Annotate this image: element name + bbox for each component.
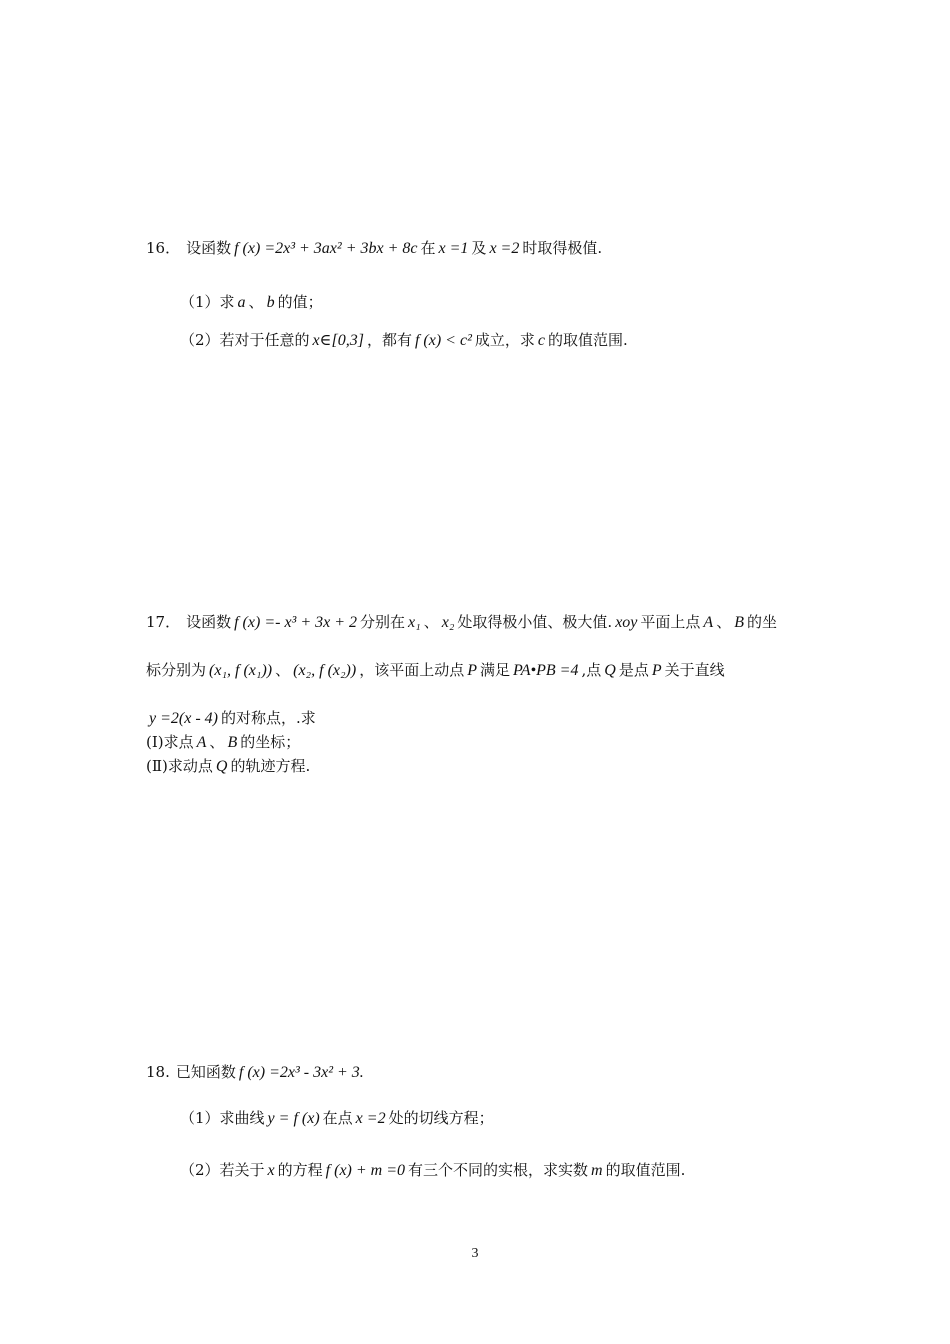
math-expression: x =2	[489, 240, 520, 257]
problem-17-part-2	[146, 756, 310, 777]
problem-number: 18.	[146, 1063, 170, 1081]
text-segment: 成立，求	[474, 331, 535, 349]
text-segment: 在点	[322, 1109, 353, 1127]
problem-16-part-2	[180, 330, 628, 351]
text-segment: 、	[275, 661, 291, 679]
math-expression: x₂	[441, 614, 455, 631]
math-expression: f (x) =- x³ + 3x + 2	[234, 614, 358, 631]
text-segment: 是点	[618, 661, 649, 679]
math-expression: B	[227, 734, 238, 751]
math-expression: f (x) + m =0	[325, 1162, 406, 1179]
math-expression: y =2(x - 4)	[149, 710, 218, 727]
math-expression: PA•PB =4	[513, 662, 579, 679]
math-expression: (x₂, f (x₂))	[293, 662, 357, 679]
problem-16-stem	[146, 238, 602, 259]
text-segment: 关于直线	[664, 661, 725, 679]
text-segment: 的对称点，.求	[220, 709, 316, 727]
text-segment: 的坐	[746, 613, 777, 631]
math-expression: x =1	[438, 240, 469, 257]
text-segment: ，都有	[366, 331, 412, 349]
text-segment: 的方程	[277, 1161, 323, 1179]
math-expression: A	[196, 734, 207, 751]
problem-17-stem-line-1	[146, 612, 777, 633]
math-expression: Q	[215, 758, 228, 775]
text-segment: (Ⅱ)求动点	[146, 757, 213, 775]
math-expression: Q	[604, 662, 616, 679]
text-segment: 有三个不同的实根，求实数	[408, 1161, 589, 1179]
math-expression: P	[467, 662, 478, 679]
math-expression: x₁	[408, 614, 421, 631]
problem-17-stem-line-3	[146, 708, 316, 729]
text-segment: 满足	[480, 661, 511, 679]
problem-17-part-1	[146, 732, 300, 753]
math-expression: A	[703, 614, 714, 631]
text-segment: ，该平面上动点	[359, 661, 465, 679]
text-segment: 标分别为	[146, 661, 207, 679]
math-expression: c	[537, 332, 545, 349]
text-segment: ,点	[581, 661, 602, 679]
math-expression: B	[734, 614, 744, 631]
text-segment: 的取值范围.	[605, 1161, 686, 1179]
math-expression: x∈[0,3]	[312, 332, 364, 349]
text-segment: 的坐标；	[240, 733, 301, 751]
text-segment: 、	[423, 613, 439, 631]
math-expression: (x₁, f (x₁))	[209, 662, 273, 679]
text-segment: 的取值范围.	[548, 331, 628, 349]
problem-18-stem	[146, 1062, 367, 1083]
math-expression: f (x) =2x³ - 3x² + 3.	[238, 1064, 364, 1081]
math-expression: y = f (x)	[267, 1110, 320, 1127]
text-segment: 在	[420, 239, 436, 257]
text-segment: 时取得极值.	[522, 239, 603, 257]
problem-18-part-2	[180, 1160, 685, 1181]
math-expression: m	[591, 1162, 603, 1179]
math-expression: x =2	[355, 1110, 386, 1127]
text-segment: 已知函数	[175, 1063, 236, 1081]
text-segment: 处的切线方程；	[388, 1109, 494, 1127]
page-number: 3	[471, 1246, 479, 1261]
math-expression: x	[267, 1162, 275, 1179]
text-segment: 、	[248, 293, 264, 311]
text-segment: （2）若对于任意的	[180, 331, 310, 349]
text-segment: 及	[471, 239, 487, 257]
math-expression: P	[651, 662, 662, 679]
text-segment: （2）若关于	[180, 1161, 265, 1179]
problem-18-part-1	[180, 1108, 494, 1129]
problem-17-stem-line-2	[146, 660, 725, 681]
text-segment: 、	[716, 613, 732, 631]
text-segment: （1）求	[180, 293, 235, 311]
math-expression: f (x) =2x³ + 3ax² + 3bx + 8c	[234, 240, 418, 257]
math-expression: f (x) < c²	[414, 332, 472, 349]
problem-16-part-1	[180, 292, 323, 313]
text-segment: 设函数	[186, 613, 232, 631]
text-segment: 分别在	[360, 613, 406, 631]
problem-number: 17．	[146, 613, 181, 631]
math-expression: b	[266, 294, 275, 311]
text-segment: (Ⅰ)求点	[146, 733, 194, 751]
text-segment: 处取得极小值、极大值.	[457, 613, 613, 631]
text-segment: 、	[209, 733, 225, 751]
math-expression: a	[237, 294, 246, 311]
text-segment: （1）求曲线	[180, 1109, 265, 1127]
text-segment: 平面上点	[640, 613, 701, 631]
text-segment: 设函数	[186, 239, 232, 257]
text-segment: 的值；	[277, 293, 323, 311]
text-segment: 的轨迹方程.	[230, 757, 311, 775]
math-expression: xoy	[615, 614, 638, 631]
problem-number: 16．	[146, 239, 181, 257]
